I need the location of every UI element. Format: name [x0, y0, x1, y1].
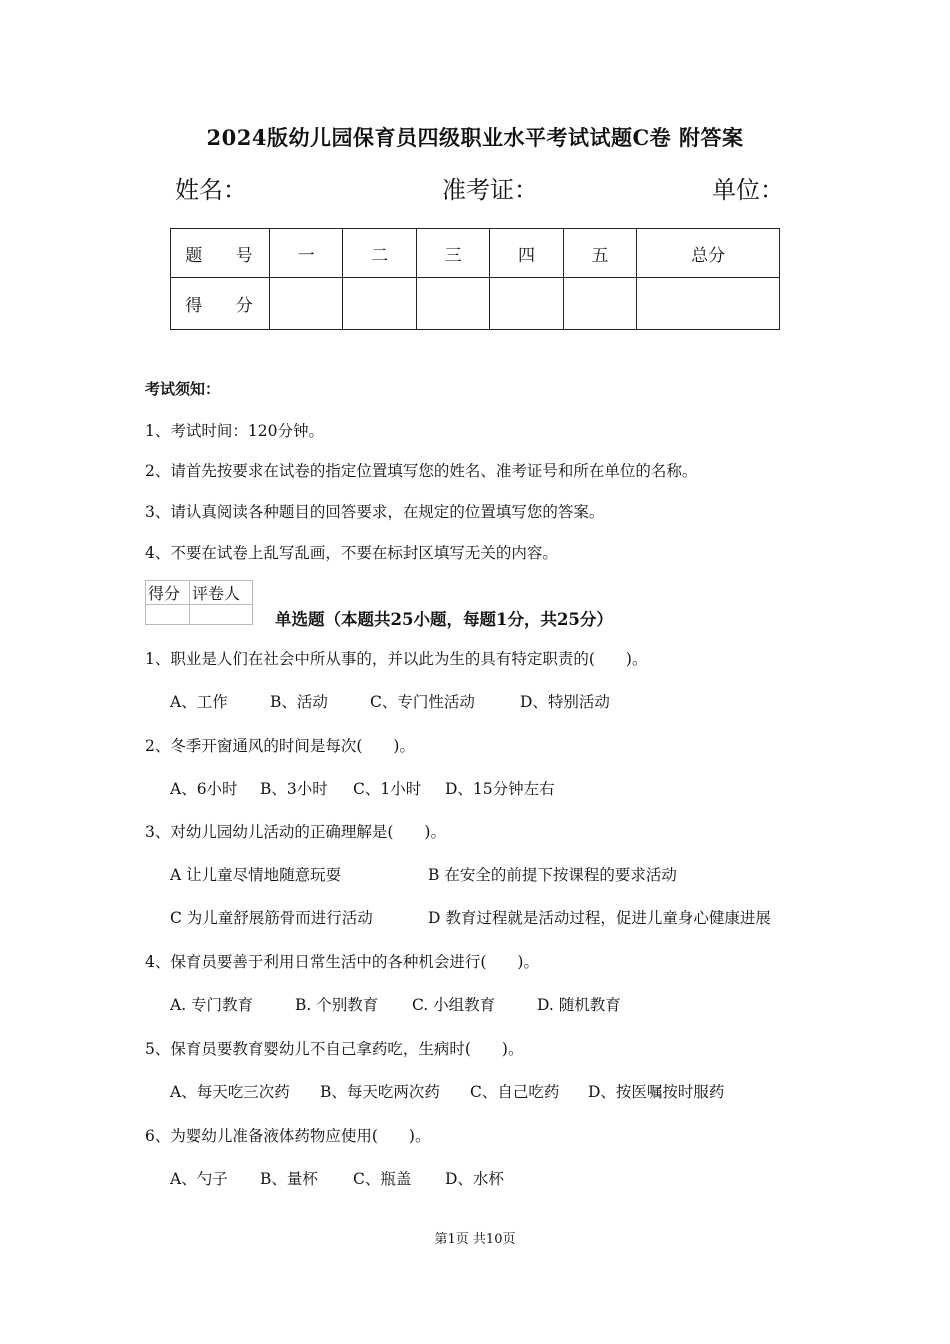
q1-option-d: D、特别活动 — [520, 693, 610, 711]
q1-option-a: A、工作 — [170, 693, 228, 711]
q4-option-a: A. 专门教育 — [170, 996, 254, 1014]
total-header: 总分 — [637, 229, 780, 278]
q5-option-a: A、每天吃三次药 — [170, 1083, 290, 1101]
q3-option-d: D 教育过程就是活动过程，促进儿童身心健康进展 — [428, 909, 771, 927]
grader-box — [145, 580, 253, 625]
document-title: 2024版幼儿园保育员四级职业水平考试试题C卷 附答案 — [206, 125, 744, 150]
q3-option-a: A 让儿童尽情地随意玩耍 — [170, 866, 342, 884]
q2-option-b: B、3小时 — [260, 780, 328, 798]
question-6: 6、为婴幼儿准备液体药物应使用( )。 — [145, 1127, 431, 1145]
name-label: 姓名： — [175, 176, 247, 204]
notice-item: 3、请认真阅读各种题目的回答要求，在规定的位置填写您的答案。 — [145, 503, 605, 521]
grader-name-cell — [189, 605, 252, 625]
q2-option-a: A、6小时 — [170, 780, 238, 798]
score-table-header-row — [171, 229, 780, 278]
q5-option-c: C、自己吃药 — [470, 1083, 560, 1101]
q4-option-c: C. 小组教育 — [412, 996, 496, 1014]
q4-option-d: D. 随机教育 — [537, 996, 621, 1014]
q1-option-c: C、专门性活动 — [370, 693, 475, 711]
section-5-header: 五 — [563, 229, 636, 278]
section-3-header: 三 — [416, 229, 489, 278]
q6-option-b: B、量杯 — [260, 1170, 318, 1188]
score-cell-1 — [270, 278, 343, 330]
q3-option-b: B 在安全的前提下按课程的要求活动 — [428, 866, 677, 884]
score-table-score-row — [171, 278, 780, 330]
q1-option-b: B、活动 — [270, 693, 328, 711]
unit-label: 单位： — [712, 176, 784, 204]
notice-item: 4、不要在试卷上乱写乱画，不要在标封区填写无关的内容。 — [145, 544, 558, 562]
score-label: 得 分 — [171, 278, 270, 330]
q3-option-c: C 为儿童舒展筋骨而进行活动 — [170, 909, 373, 927]
score-cell-5 — [563, 278, 636, 330]
notice-title: 考试须知： — [145, 380, 221, 398]
section-2-header: 二 — [343, 229, 416, 278]
page-footer: 第1页 共10页 — [434, 1232, 516, 1247]
score-cell-total — [637, 278, 780, 330]
q5-option-b: B、每天吃两次药 — [320, 1083, 440, 1101]
question-4: 4、保育员要善于利用日常生活中的各种机会进行( )。 — [145, 953, 539, 971]
question-5: 5、保育员要教育婴幼儿不自己拿药吃，生病时( )。 — [145, 1040, 524, 1058]
exam-id-label: 准考证： — [442, 176, 538, 204]
q5-option-d: D、按医嘱按时服药 — [588, 1083, 725, 1101]
score-cell-4 — [490, 278, 563, 330]
score-table — [170, 228, 780, 330]
notice-item: 1、考试时间：120分钟。 — [145, 422, 324, 440]
section-title: 单选题（本题共25小题，每题1分，共25分） — [275, 610, 613, 629]
grader-name-label: 评卷人 — [189, 581, 252, 605]
grader-score-cell — [146, 605, 190, 625]
grader-score-label: 得分 — [146, 581, 190, 605]
q4-option-b: B. 个别教育 — [295, 996, 379, 1014]
q2-option-d: D、15分钟左右 — [445, 780, 555, 798]
q6-option-c: C、瓶盖 — [353, 1170, 412, 1188]
question-number-label: 题 号 — [171, 229, 270, 278]
notice-item: 2、请首先按要求在试卷的指定位置填写您的姓名、准考证号和所在单位的名称。 — [145, 462, 698, 480]
section-1-header: 一 — [270, 229, 343, 278]
score-cell-3 — [416, 278, 489, 330]
q6-option-d: D、水杯 — [445, 1170, 504, 1188]
score-cell-2 — [343, 278, 416, 330]
question-1: 1、职业是人们在社会中所从事的，并以此为生的具有特定职责的( )。 — [145, 650, 648, 668]
question-3: 3、对幼儿园幼儿活动的正确理解是( )。 — [145, 823, 446, 841]
section-4-header: 四 — [490, 229, 563, 278]
q2-option-c: C、1小时 — [353, 780, 422, 798]
candidate-info-row — [0, 170, 950, 204]
q6-option-a: A、勺子 — [170, 1170, 228, 1188]
question-2: 2、冬季开窗通风的时间是每次( )。 — [145, 737, 415, 755]
